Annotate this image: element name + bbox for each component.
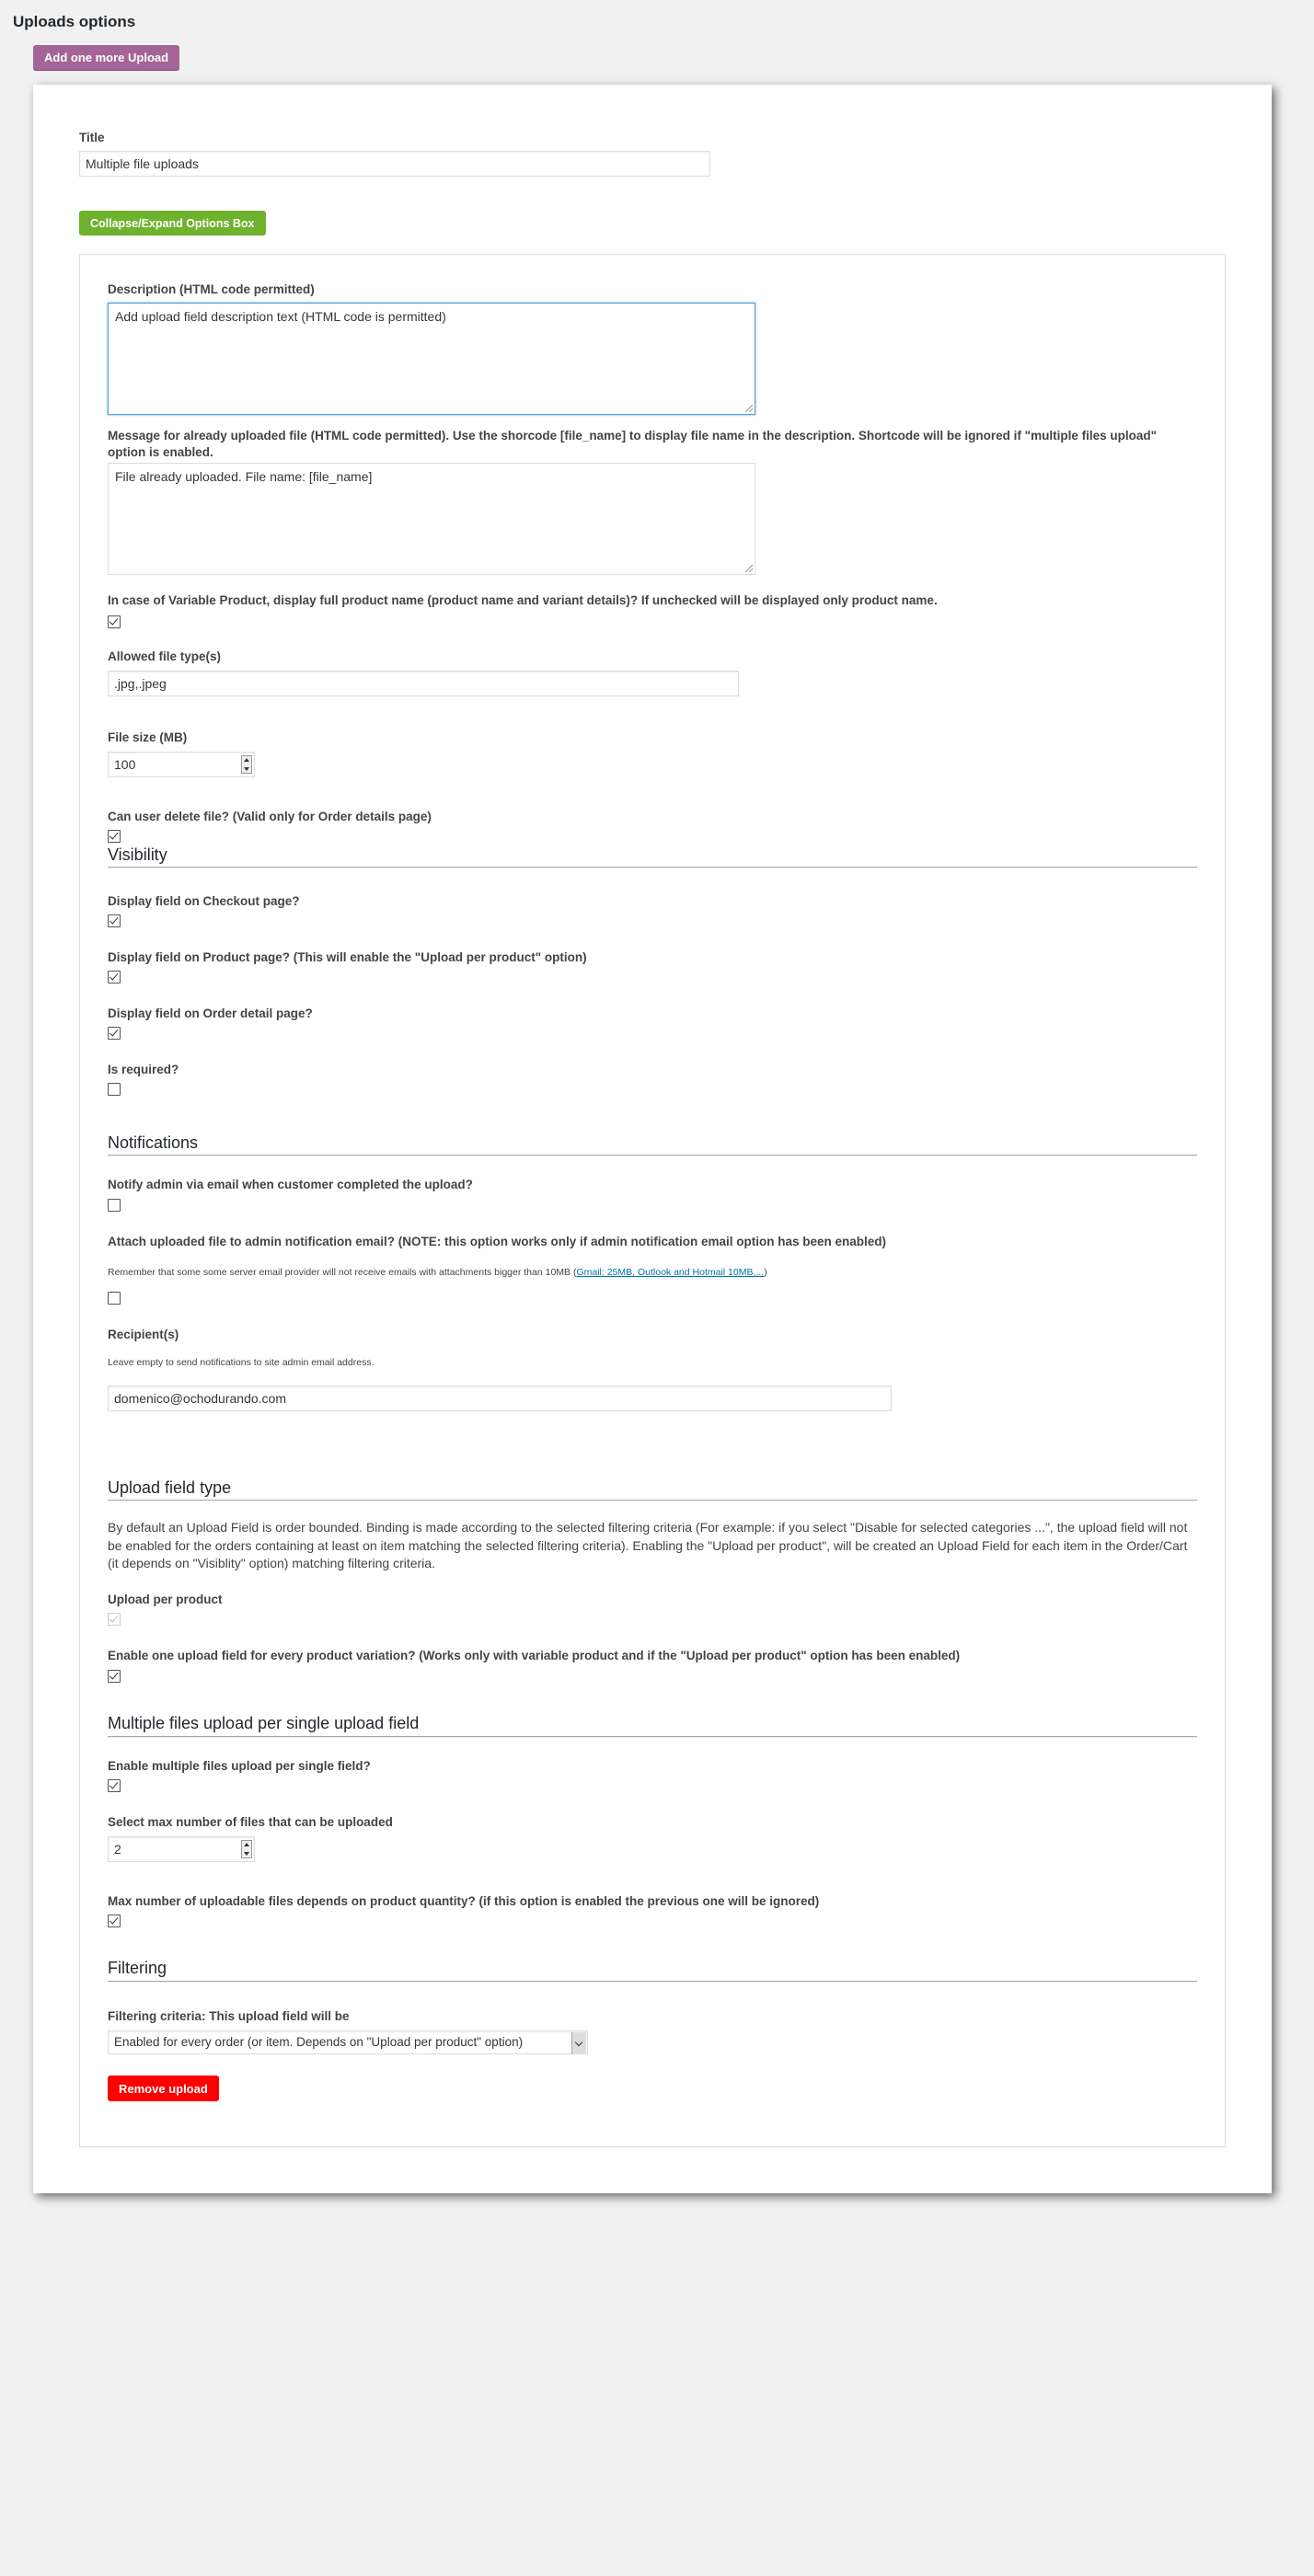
filtering-criteria-select[interactable] <box>108 2030 588 2054</box>
email-limits-link[interactable]: Gmail: 25MB, Outlook and Hotmail 10MB,... <box>576 1267 765 1278</box>
quantity-checkbox[interactable] <box>108 1915 121 1927</box>
description-textarea[interactable] <box>108 303 755 415</box>
message-textarea[interactable] <box>108 463 755 575</box>
variation-label: Enable one upload field for every product variation? (Works only with variable product and if the "Upload per product" option has been enabled) <box>108 1649 961 1662</box>
upload-options-card <box>33 85 1272 2193</box>
filtering-criteria-label: Filtering criteria: This upload field will be <box>108 2009 350 2023</box>
notify-admin-label: Notify admin via email when customer completed the upload? <box>108 1178 473 1191</box>
resize-grip-icon[interactable] <box>745 565 753 572</box>
notify-admin-checkbox[interactable] <box>108 1199 121 1212</box>
number-spinner-icon[interactable] <box>241 755 252 774</box>
checkout-checkbox[interactable] <box>108 914 121 927</box>
add-upload-button[interactable]: Add one more Upload <box>33 45 179 70</box>
multiple-heading: Multiple files upload per single upload field <box>108 1714 420 1732</box>
variable-product-label: In case of Variable Product, display full product name (product name and variant details)? If unchecked will be displayed only product name. <box>108 593 938 607</box>
per-product-checkbox[interactable] <box>108 1613 121 1626</box>
filtering-heading: Filtering <box>108 1959 167 1977</box>
attach-note: Remember that some some server email provider will not receive emails with attachments bigger than 10MB (Gmail: 25MB, Outlook and Hotmail 10MB,...) <box>108 1267 767 1278</box>
recipients-input[interactable] <box>108 1386 892 1411</box>
title-input[interactable] <box>79 151 710 177</box>
multiple-enable-checkbox[interactable] <box>108 1779 121 1792</box>
attach-file-label: Attach uploaded file to admin notification email? (NOTE: this option works only if admin notification email option has been enabled) <box>108 1235 887 1248</box>
filesize-value: 100 <box>114 757 136 772</box>
message-label: Message for already uploaded file (HTML code permitted). Use the shorcode [file_name] to display file name in the description. Shortcode will be ignored if "multiple files upload" option is enabled. <box>108 429 1157 459</box>
delete-file-label: Can user delete file? (Valid only for Order details page) <box>108 810 432 823</box>
title-label: Title <box>79 131 105 144</box>
delete-file-checkbox[interactable] <box>108 830 121 843</box>
notifications-heading: Notifications <box>108 1133 199 1152</box>
notifications-divider <box>108 1155 1197 1156</box>
filtering-divider <box>108 1981 1197 1983</box>
chevron-down-icon[interactable] <box>571 2032 586 2054</box>
filtering-criteria-value: Enabled for every order (or item. Depends on "Upload per product" option) <box>114 2035 524 2049</box>
field-type-divider <box>108 1500 1197 1501</box>
field-type-description: By default an Upload Field is order bounded. Binding is made according to the selected filtering criteria (For example: if you select "Disable for selected categories ...", the upload field will not be enabled for the orders containing at least on item matching the selected filtering criteria). Enabling the "Upload per product", will be created an Upload Field for each item in the Order/Cart (it depends on "Visiblity" option) matching filtering criteria. <box>108 1520 1188 1570</box>
field-type-heading: Upload field type <box>108 1478 232 1497</box>
variation-checkbox[interactable] <box>108 1670 121 1683</box>
max-files-value: 2 <box>114 1842 121 1857</box>
visibility-divider <box>108 867 1197 868</box>
description-label: Description (HTML code permitted) <box>108 282 315 296</box>
collapse-expand-button[interactable]: Collapse/Expand Options Box <box>79 211 266 236</box>
multiple-enable-label: Enable multiple files upload per single field? <box>108 1759 371 1773</box>
number-spinner-icon[interactable] <box>241 1840 252 1858</box>
filetype-input[interactable] <box>108 671 739 696</box>
quantity-label: Max number of uploadable files depends on product quantity? (if this option is enabled the previous one will be ignored) <box>108 1894 820 1908</box>
max-files-label: Select max number of files that can be uploaded <box>108 1815 393 1829</box>
required-checkbox[interactable] <box>108 1083 121 1096</box>
max-files-input[interactable] <box>108 1836 255 1862</box>
visibility-heading: Visibility <box>108 845 167 864</box>
order-detail-label: Display field on Order detail page? <box>108 1006 313 1020</box>
order-detail-checkbox[interactable] <box>108 1027 121 1040</box>
recipients-note: Leave empty to send notifications to site admin email address. <box>108 1357 375 1368</box>
attach-file-checkbox[interactable] <box>108 1292 121 1305</box>
checkout-label: Display field on Checkout page? <box>108 894 300 908</box>
message-text: File already uploaded. File name: [file_name] <box>115 469 373 484</box>
product-page-label: Display field on Product page? (This will enable the "Upload per product" option) <box>108 950 587 964</box>
required-label: Is required? <box>108 1063 179 1076</box>
multiple-divider <box>108 1736 1197 1738</box>
remove-upload-button[interactable]: Remove upload <box>108 2076 219 2101</box>
filetype-label: Allowed file type(s) <box>108 650 222 663</box>
resize-grip-icon[interactable] <box>745 405 753 412</box>
page-title: Uploads options <box>13 13 136 30</box>
per-product-label: Upload per product <box>108 1593 223 1606</box>
options-box <box>79 254 1226 2147</box>
description-text: Add upload field description text (HTML code is permitted) <box>115 309 446 324</box>
filesize-input[interactable] <box>108 752 255 777</box>
variable-product-checkbox[interactable] <box>108 615 121 628</box>
recipients-label: Recipient(s) <box>108 1328 179 1341</box>
filesize-label: File size (MB) <box>108 730 188 744</box>
product-page-checkbox[interactable] <box>108 971 121 983</box>
